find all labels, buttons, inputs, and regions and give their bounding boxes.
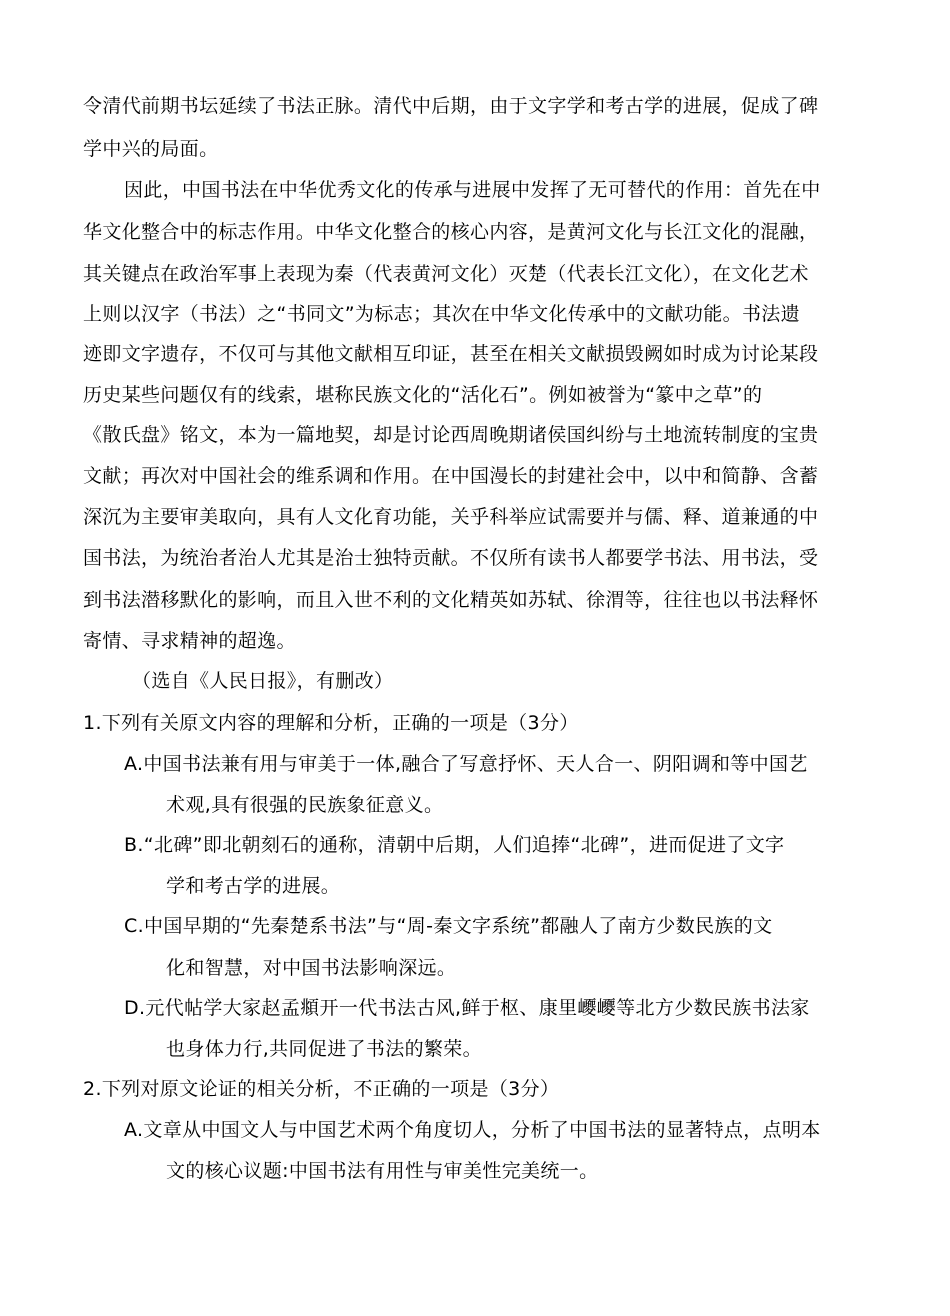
passage-line: 寄情、寻求精神的超逸。 — [83, 630, 296, 652]
question-stem: 2.下列对原文论证的相关分析，不正确的一项是（3分） — [83, 1078, 560, 1100]
passage-line: 历史某些问题仅有的线索，堪称民族文化的“活化石”。例如被誉为“篆中之草”的 — [83, 384, 763, 406]
option-d-line: D.元代帖学大家赵孟頫开一代书法古风,鲜于枢、康里巎巎等北方少数民族书法家 — [124, 997, 810, 1019]
passage-line: 上则以汉字（书法）之“书同文”为标志；其次在中华文化传承中的文献功能。书法遗 — [83, 303, 800, 325]
passage-source: （选自《人民日报》，有删改） — [132, 670, 394, 692]
passage-line: 到书法潜移默化的影响，而且入世不利的文化精英如苏轼、徐渭等，往往也以书法释怀 — [83, 589, 819, 611]
option-b-line: 学和考古学的进展。 — [166, 875, 341, 897]
passage-line: 深沉为主要审美取向，具有人文化育功能，关乎科举应试需要并与儒、释、道兼通的中 — [83, 506, 819, 528]
passage-line: 《散氏盘》铭文，本为一篇地契，却是讨论西周晚期诸侯国纠纷与土地流转制度的宝贵 — [83, 424, 819, 446]
option-c-line: 化和智慧，对中国书法影响深远。 — [166, 957, 457, 979]
passage-line: 华文化整合中的标志作用。中华文化整合的核心内容，是黄河文化与长江文化的混融， — [83, 221, 819, 243]
option-d-line: 也身体力行,共同促进了书法的繁荣。 — [166, 1038, 482, 1060]
option-a-line: 文的核心议题:中国书法有用性与审美性完美统一。 — [166, 1160, 599, 1182]
question-stem: 1.下列有关原文内容的理解和分析，正确的一项是（3分） — [83, 712, 579, 734]
passage-line: 迹即文字遗存，不仅可与其他文献相互印证，甚至在相关文献损毁阙如时成为讨论某段 — [83, 343, 819, 365]
passage-line: 因此，中国书法在中华优秀文化的传承与进展中发挥了无可替代的作用：首先在中 — [124, 179, 821, 201]
option-c-line: C.中国早期的“先秦楚系书法”与“周-秦文字系统”都融人了南方少数民族的文 — [124, 915, 773, 937]
passage-line: 学中兴的局面。 — [83, 138, 219, 160]
option-a-line: A.文章从中国文人与中国艺术两个角度切人，分析了中国书法的显著特点，点明本 — [124, 1119, 821, 1141]
option-a-line: A.中国书法兼有用与审美于一体,融合了写意抒怀、天人合一、阴阳调和等中国艺 — [124, 753, 808, 775]
option-b-line: B.“北碑”即北朝刻石的通称，清朝中后期，人们追捧“北碑”，进而促进了文字 — [124, 834, 785, 856]
passage-line: 其关键点在政治军事上表现为秦（代表黄河文化）灭楚（代表长江文化），在文化艺术 — [83, 263, 809, 285]
passage-line: 文献；再次对中国社会的维系调和作用。在中国漫长的封建社会中，以中和简静、含蓄 — [83, 465, 819, 487]
passage-line: 国书法，为统治者治人尤其是治士独特贡献。不仅所有读书人都要学书法、用书法，受 — [83, 547, 819, 569]
passage-line: 令清代前期书坛延续了书法正脉。清代中后期，由于文字学和考古学的进展，促成了碑 — [83, 95, 819, 117]
option-a-line: 术观,具有很强的民族象征意义。 — [166, 794, 444, 816]
